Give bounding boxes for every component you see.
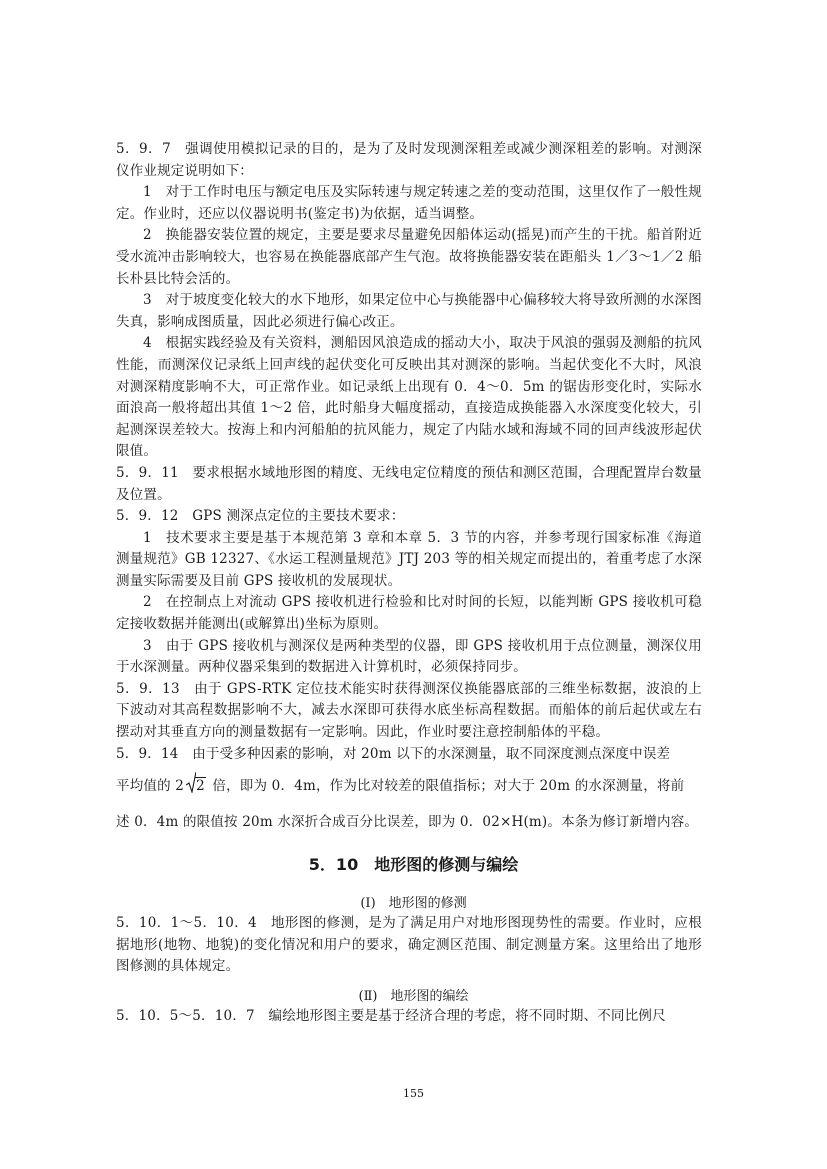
formula-text-before: 平均值的 2 bbox=[116, 778, 185, 794]
subheading-revision: (Ⅰ) 地形图的修测 bbox=[360, 896, 467, 911]
para-5-9-7-item-1: 1 对于工作时电压与额定电压及实际转速与规定转速之差的变动范围，这里仅作了一般性规定。作业时，还应以仪器说明书(鉴定书)为依据，适当调整。 bbox=[116, 184, 702, 222]
page-number: 155 bbox=[403, 1087, 424, 1100]
radical-sign-icon bbox=[186, 771, 196, 793]
section-heading-5-10: 5．10 地形图的修测与编绘 bbox=[308, 855, 519, 874]
formula-text-after: 倍，即为 0．4m，作为比对较差的限值指标；对大于 20m 的水深测量，将前 bbox=[207, 778, 685, 794]
para-5-9-7-item-2: 2 换能器安装位置的规定，主要是要求尽量避免因船体运动(摇晃)而产生的干扰。船首附近受水流冲击影响较大，也容易在换能器底部产生气泡。故将换能器安装在距船头 1／3～1／2 船长朴县比特会活的。 bbox=[116, 227, 702, 287]
para-5-9-13: 5．9．13 由于 GPS-RTK 定位技术能实时获得测深仪换能器底部的三维坐标数据，波浪的上下波动对其高程数据影响不大，减去水深即可获得水底坐标高程数据。而船体的前后起伏或左右摆动对其垂直方向的测量数据有一定影响。因此，作业时要注意控制船体的平稳。 bbox=[116, 680, 702, 741]
para-5-9-7-item-4: 4 根据实践经验及有关资料，测船因风浪造成的摇动大小，取决于风浪的强弱及测船的抗风性能，而测深仪记录纸上回声线的起伏变化可反映出其对测深的影响。当起伏变化不大时，风浪对测深精度影响不大，可正常作业。如记录纸上出现有 0．4～0．5m 的锯齿形变化时，实际水面浪高一般将超出其值 1～2 倍，此时船身大幅度摇动，直接造成换能器入水深度变化较大，引起测深误差较大。按海上和内河船舶的抗风能力，规定了内陆水域和海域不同的回声线波形起伏限值。 bbox=[116, 335, 702, 460]
para-5-9-14-end-block bbox=[116, 812, 702, 834]
para-5-9-7: 5．9．7 强调使用模拟记录的目的，是为了及时发现测深粗差或减少测深粗差的影响。对测深仪作业规定说明如下： bbox=[116, 141, 702, 179]
para-5-9-14-end: 述 0．4m 的限值按 20m 水深折合成百分比误差，即为 0．02×H(m)。本条为修订新增内容。 bbox=[116, 814, 699, 830]
para-5-9-12-item-2: 2 在控制点上对流动 GPS 接收机进行检验和比对时间的长短，以能判断 GPS 接收机可稳定接收数据并能测出(或解算出)坐标为原则。 bbox=[116, 594, 702, 633]
para-5-9-12-item-1: 1 技术要求主要是基于本规范第 3 章和本章 5．3 节的内容，并参考现行国家标准《海道测量规范》GB 12327、《水运工程测量规范》JTJ 203 等的相关规定而提出的，着重考虑了水深测量实际需要及目前 GPS 接收机的发展现状。 bbox=[116, 529, 702, 589]
para-5-10-5: 5．10．5～5．10．7 编绘地形图主要是基于经济合理的考虑，将不同时期、不同比例尺 bbox=[116, 1008, 666, 1024]
para-5-9-12: 5．9．12 GPS 测深点定位的主要技术要求： bbox=[116, 508, 405, 525]
subheading-compilation: (Ⅱ) 地形图的编绘 bbox=[358, 989, 469, 1004]
formula-line bbox=[116, 776, 702, 798]
para-5-9-12-item-3: 3 由于 GPS 接收机与测深仪是两种类型的仪器，即 GPS 接收机用于点位测量，测深仪用于水深测量。两种仪器采集到的数据进入计算机时，必须保持同步。 bbox=[116, 637, 702, 676]
para-5-10-1: 5．10．1～5．10．4 地形图的修测，是为了满足用户对地形图现势性的需要。作业时，应根据地形(地物、地貌)的变化情况和用户的要求，确定测区范围、制定测量方案。这里给出了地形图修测的具体规定。 bbox=[116, 915, 702, 975]
para-5-9-7-item-3: 3 对于坡度变化较大的水下地形，如果定位中心与换能器中心偏移较大将导致所测的水深图失真，影响成图质量，因此必须进行偏心改正。 bbox=[116, 292, 702, 330]
para-5-10-1-block bbox=[116, 913, 702, 978]
para-5-9-11: 5．9．11 要求根据水域地形图的精度、无线电定位精度的预估和测区范围，合理配置岸台数量及位置。 bbox=[116, 464, 702, 503]
para-5-10-5-block bbox=[116, 1006, 702, 1028]
para-5-9-14: 5．9．14 由于受多种因素的影响，对 20m 以下的水深测量，取不同深度测点深度中误差 bbox=[116, 745, 671, 762]
sqrt-radicand: 2 bbox=[196, 778, 205, 794]
section-5-9-notes bbox=[116, 139, 702, 765]
sqrt-symbol bbox=[186, 776, 206, 798]
